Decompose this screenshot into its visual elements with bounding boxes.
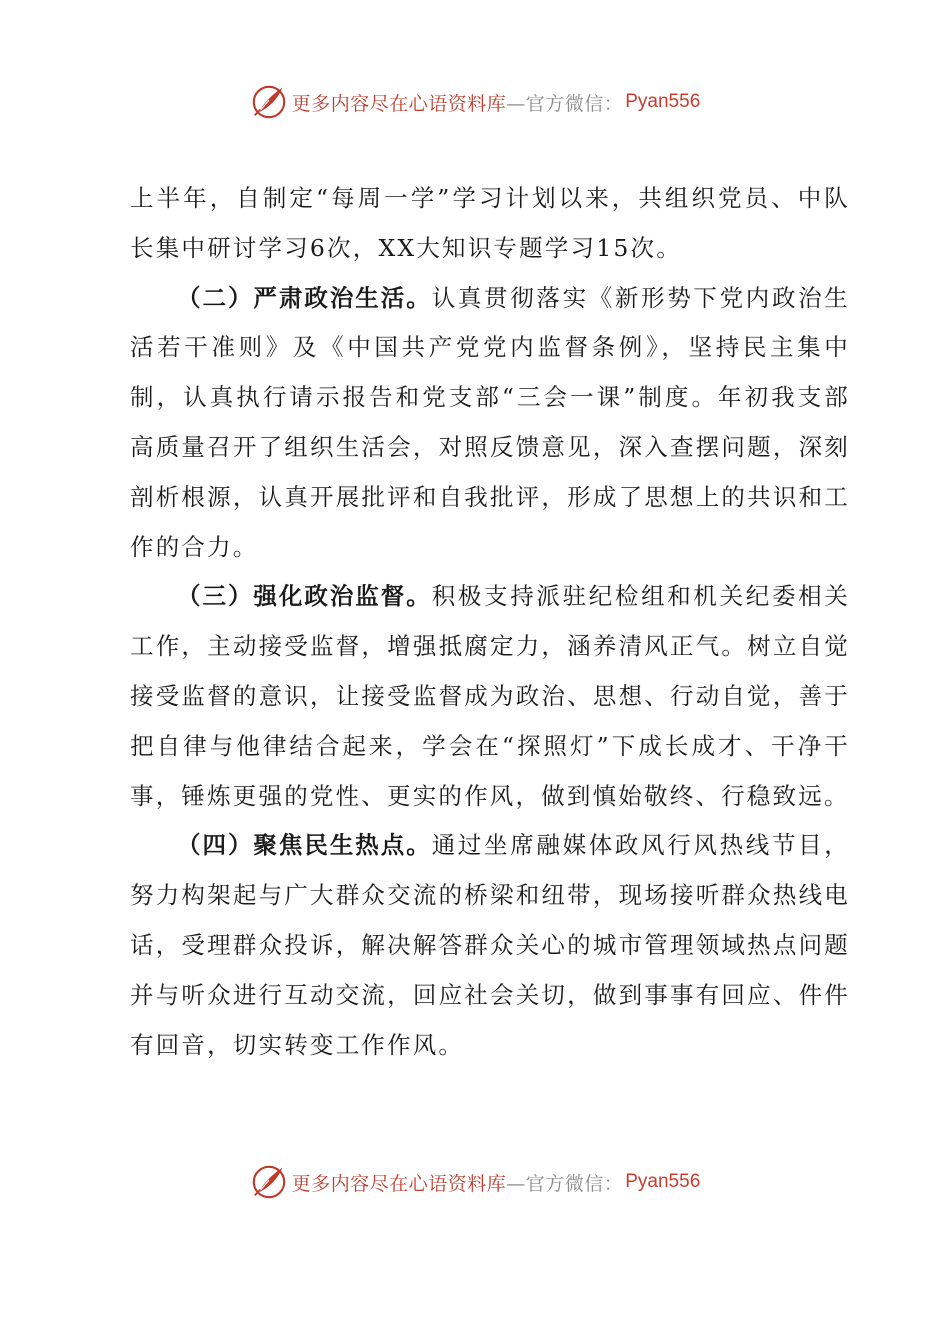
quill-pen-logo-icon [250,1163,288,1201]
footer-banner [0,1162,950,1202]
paragraph-4 [130,821,850,1070]
paragraph-2-text: 认真贯彻落实《新形势下党内政治生活若干准则》及《中国共产党党内监督条例》，坚持民主集中制，认真执行请示报告和党支部“三会一课”制度。年初我支部高质量召开了组织生活会，对照反馈意见，深入查摆问题，深刻剖析根源，认真开展批评和自我批评，形成了思想上的共识和工作的合力。 [130,283,850,561]
document-body [130,174,850,1070]
banner-title: 更多内容尽在心语资料库 [291,1172,507,1195]
banner-title: 更多内容尽在心语资料库 [291,92,507,115]
section-heading-3: （三）强化政治监督。 [177,582,432,611]
paragraph-1 [130,174,850,274]
header-banner [0,82,950,122]
paragraph-3 [130,572,850,821]
quill-pen-logo-icon [250,83,288,121]
paragraph-1-text: 上半年，自制定“每周一学”学习计划以来，共组织党员、中队长集中研讨学习6次，XX大知识专题学习15次。 [130,184,850,262]
paragraph-3-text: 积极支持派驻纪检组和机关纪委相关工作，主动接受监督，增强抵腐定力，涵养清风正气。树立自觉接受监督的意识，让接受监督成为政治、思想、行动自觉，善于把自律与他律结合起来，学会在“探照灯”下成长成才、干净干事，锤炼更强的党性、更实的作风，做到慎始敬终、行稳致远。 [130,582,850,810]
banner-wechat-label: —官方微信： [506,92,624,115]
paragraph-2 [130,274,850,573]
banner-wechat-id: Pyan556 [625,1171,701,1192]
banner-wechat-label: —官方微信： [506,1172,624,1195]
paragraph-4-text: 通过坐席融媒体政风行风热线节目，努力构架起与广大群众交流的桥梁和纽带，现场接听群众热线电话，受理群众投诉，解决解答群众关心的城市管理领域热点问题并与听众进行互动交流，回应社会关切，做到事事有回应、件件有回音，切实转变工作作风。 [130,831,850,1059]
banner-wechat-id: Pyan556 [625,91,701,112]
section-heading-2: （二）严肃政治生活。 [177,283,432,312]
section-heading-4: （四）聚焦民生热点。 [177,831,432,860]
